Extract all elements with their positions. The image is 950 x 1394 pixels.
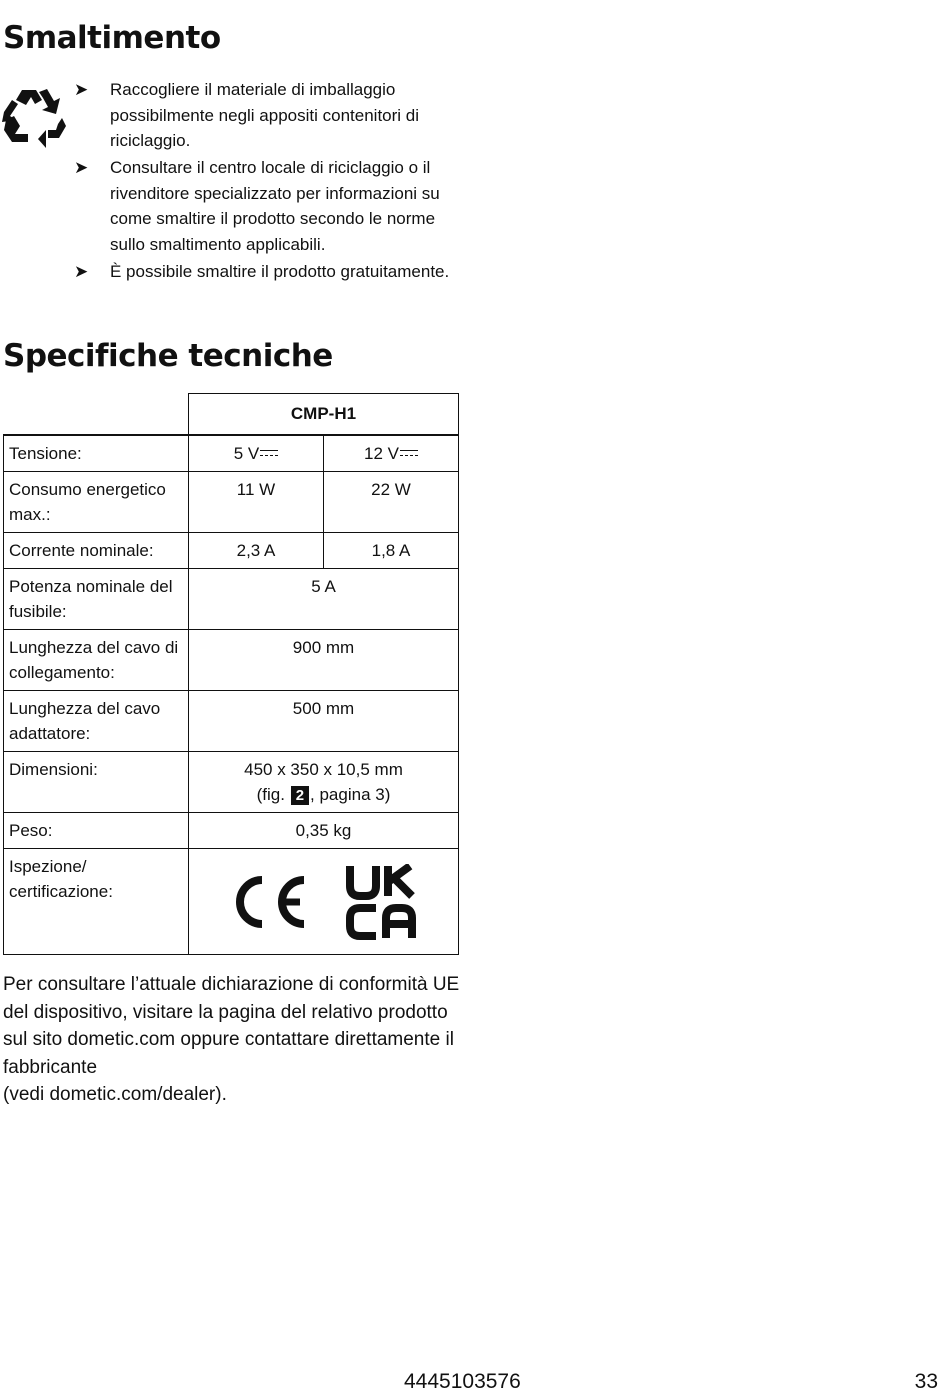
cable-value: 900 mm bbox=[189, 630, 459, 691]
current-5v: 2,3 A bbox=[189, 533, 324, 569]
certification-marks bbox=[189, 849, 459, 955]
specs-table bbox=[3, 393, 459, 955]
row-label: Tensione: bbox=[4, 435, 189, 472]
table-row bbox=[4, 435, 459, 472]
arrow-icon: ➤ bbox=[74, 158, 89, 177]
power-5v: 11 W bbox=[189, 472, 324, 533]
table-row bbox=[4, 630, 459, 691]
list-item: ➤ Raccogliere il materiale di imballaggio possibilmente negli appositi contenitori di riciclaggio. bbox=[74, 77, 454, 154]
page-number: 33 bbox=[914, 1370, 938, 1393]
row-label: Dimensioni: bbox=[4, 752, 189, 813]
row-label: Lunghezza del cavo di collegamento: bbox=[4, 630, 189, 691]
table-row bbox=[4, 691, 459, 752]
conformity-note: Per consultare l’attuale dichiarazione di conformità UE del dispositivo, visitare la pagina del relativo prodotto sul sito dometic.com oppure contattare direttamente il fabbricante (vedi dometic.com/dealer). bbox=[3, 974, 460, 1105]
ukca-mark-icon bbox=[346, 864, 418, 940]
row-label: Ispezione/ certificazione: bbox=[4, 849, 189, 955]
model-header: CMP-H1 bbox=[189, 394, 459, 436]
table-row bbox=[4, 569, 459, 630]
recycle-icon bbox=[2, 86, 66, 148]
disposal-list bbox=[74, 77, 454, 286]
current-12v: 1,8 A bbox=[324, 533, 459, 569]
arrow-icon: ➤ bbox=[74, 261, 89, 281]
weight-value: 0,35 kg bbox=[189, 813, 459, 849]
document-number: 4445103576 bbox=[404, 1370, 521, 1393]
table-row bbox=[4, 752, 459, 813]
figure-badge: 2 bbox=[291, 786, 309, 805]
table-row bbox=[4, 472, 459, 533]
row-label: Peso: bbox=[4, 813, 189, 849]
power-12v: 22 W bbox=[324, 472, 459, 533]
table-row bbox=[4, 849, 459, 955]
dc-symbol-icon bbox=[260, 449, 278, 459]
table-row bbox=[4, 533, 459, 569]
row-label: Corrente nominale: bbox=[4, 533, 189, 569]
row-label: Consumo energetico max.: bbox=[4, 472, 189, 533]
voltage-5v: 5 V bbox=[189, 435, 324, 472]
voltage-12v: 12 V bbox=[324, 435, 459, 472]
list-item: ➤ È possibile smaltire il prodotto gratuitamente. bbox=[74, 259, 454, 285]
table-row bbox=[4, 813, 459, 849]
list-item: ➤ Consultare il centro locale di riciclaggio o il rivenditore specializzato per informazioni su come smaltire il prodotto secondo le norme sullo smaltimento applicabili. bbox=[74, 155, 454, 257]
table-row bbox=[4, 394, 459, 436]
section-title-specs: Specifiche tecniche bbox=[3, 338, 333, 374]
fuse-value: 5 A bbox=[189, 569, 459, 630]
dimensions-value: 450 x 350 x 10,5 mm (fig. 2 , pagina 3) bbox=[189, 752, 459, 813]
arrow-icon: ➤ bbox=[74, 80, 89, 99]
dc-symbol-icon bbox=[400, 449, 418, 459]
adapter-value: 500 mm bbox=[189, 691, 459, 752]
dealer-link[interactable]: (vedi dometic.com/dealer). bbox=[3, 1084, 227, 1105]
section-title-disposal: Smaltimento bbox=[3, 20, 221, 56]
ce-mark-icon bbox=[230, 874, 310, 930]
row-label: Lunghezza del cavo adattatore: bbox=[4, 691, 189, 752]
row-label: Potenza nominale del fusibile: bbox=[4, 569, 189, 630]
table-corner bbox=[4, 394, 189, 436]
